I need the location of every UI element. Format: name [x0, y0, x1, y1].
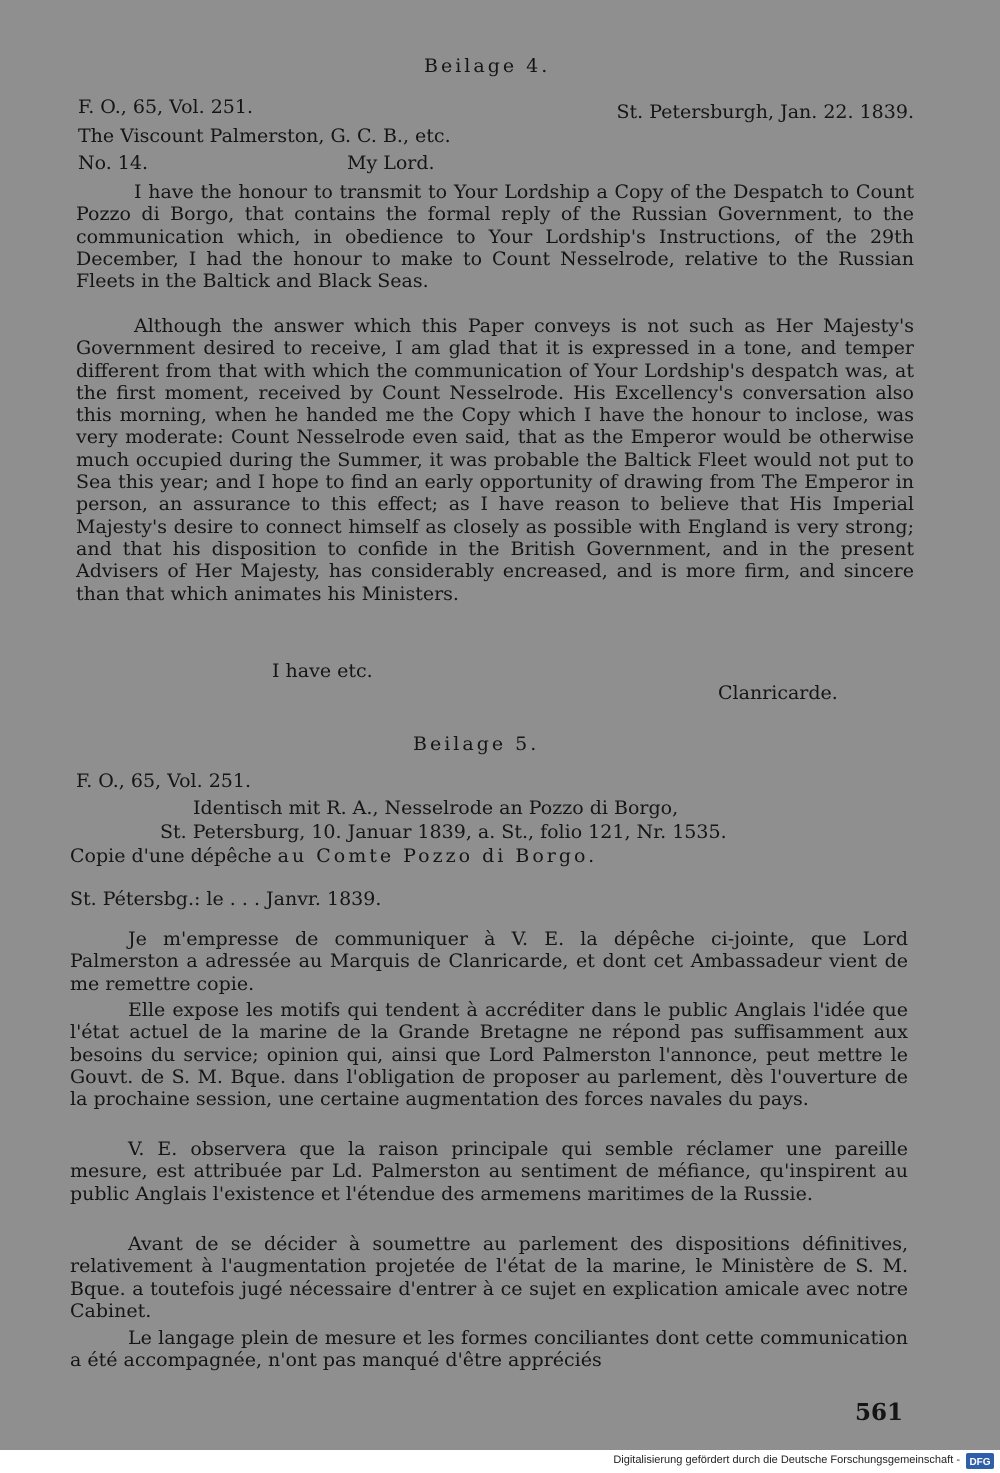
beilage-4-number: No. 14. [78, 152, 149, 174]
dfg-logo-icon [966, 1453, 994, 1469]
beilage-5-copy-title [70, 845, 597, 867]
dfg-logo-text: DFG [969, 1457, 991, 1468]
beilage-4-paragraph-1: I have the honour to transmit to Your Lordship a Copy of the Despatch to Count Pozzo di Borgo, that contains the formal reply of the Russian Government, to the communication which, in obedience to Your Lordship's Instructions, of the 29th December, I had the honour to make to Count Nesselrode, relative to the Russian Fleets in the Baltick and Black Seas. [76, 181, 914, 293]
beilage-4-paragraph-2: Although the answer which this Paper conveys is not such as Her Majesty's Government desired to receive, I am glad that it is expressed in a tone, and temper different from that with which the communication of Your Lordship's despatch was, at the first moment, received by Count Nesselrode. His Excellency's conversation also this morning, when he handed me the Copy which I have the honour to inclose, was very moderate: Count Nesselrode even said, that as the Emperor would be otherwise much occupied during the Summer, it was probable the Baltick Fleet would not put to Sea this year; and I hope to find an early opportunity of drawing from The Emperor in person, an assurance to this effect; as I have reason to believe that His Imperial Majesty's desire to connect himself as closely as possible with England is very strong; and that his disposition to confide in the British Government, and in the present Advisers of Her Majesty, has considerably encreased, and is more firm, and sincere than that which animates his Ministers. [76, 315, 914, 605]
funding-credit: Digitalisierung gefördert durch die Deutsche Forschungsgemeinschaft - [613, 1454, 960, 1466]
beilage-4-salutation: My Lord. [347, 152, 435, 174]
beilage-4-closing: I have etc. [272, 660, 373, 682]
beilage-5-paragraph-3: V. E. observera que la raison principale qui semble réclamer une pareille mesure, est attribuée par Ld. Palmerston au sentiment de méfiance, qu'inspirent au public Anglais l'existence et l'étendue des armemens maritimes de la Russie. [70, 1138, 908, 1205]
beilage-4-heading: Beilage 4. [424, 55, 551, 77]
beilage-5-paragraph-2: Elle expose les motifs qui tendent à accréditer dans le public Anglais l'idée que l'état actuel de la marine de la Grande Bretagne ne répond pas suffisamment aux besoins du service; opinion qui, ainsi que Lord Palmerston l'annonce, peut mettre le Gouvt. de S. M. Bque. dans l'obligation de proposer au parlement, dès l'ouverture de la prochaine session, une certaine augmentation des forces navales du pays. [70, 999, 908, 1111]
beilage-4-addressee: The Viscount Palmerston, G. C. B., etc. [78, 125, 451, 147]
footer-bar [0, 1450, 1000, 1473]
beilage-4-place-date: St. Petersburgh, Jan. 22. 1839. [616, 101, 914, 123]
beilage-5-paragraph-4: Avant de se décider à soumettre au parlement des dispositions définitives, relativement à l'augmentation projetée de l'état de la marine, le Ministère de S. M. Bque. a toutefois jugé nécessaire d'entrer à ce sujet en explication amicale avec notre Cabinet. [70, 1233, 908, 1322]
beilage-5-reference: F. O., 65, Vol. 251. [76, 770, 252, 792]
beilage-5-paragraph-5: Le langage plein de mesure et les formes conciliantes dont cette communication a été accompagnée, n'ont pas manqué d'être appréciés [70, 1327, 908, 1372]
beilage-5-heading: Beilage 5. [413, 733, 540, 755]
beilage-4-signature: Clanricarde. [718, 682, 838, 704]
beilage-5-paragraph-1: Je m'empresse de communiquer à V. E. la dépêche ci-jointe, que Lord Palmerston a adressée au Marquis de Clanricarde, et dont cet Ambassadeur vient de me remettre copie. [70, 928, 908, 995]
page-number: 561 [855, 1399, 904, 1426]
beilage-5-identity-line-2: St. Petersburg, 10. Januar 1839, a. St., folio 121, Nr. 1535. [160, 821, 727, 843]
copy-title-prefix: Copie d'une dépêche [70, 845, 272, 867]
beilage-5-place-date: St. Pétersbg.: le . . . Janvr. 1839. [70, 888, 382, 910]
copy-title-spaced: au Comte Pozzo di Borgo. [277, 845, 598, 867]
beilage-5-identity-line-1: Identisch mit R. A., Nesselrode an Pozzo di Borgo, [193, 797, 679, 819]
beilage-4-reference: F. O., 65, Vol. 251. [78, 96, 254, 118]
